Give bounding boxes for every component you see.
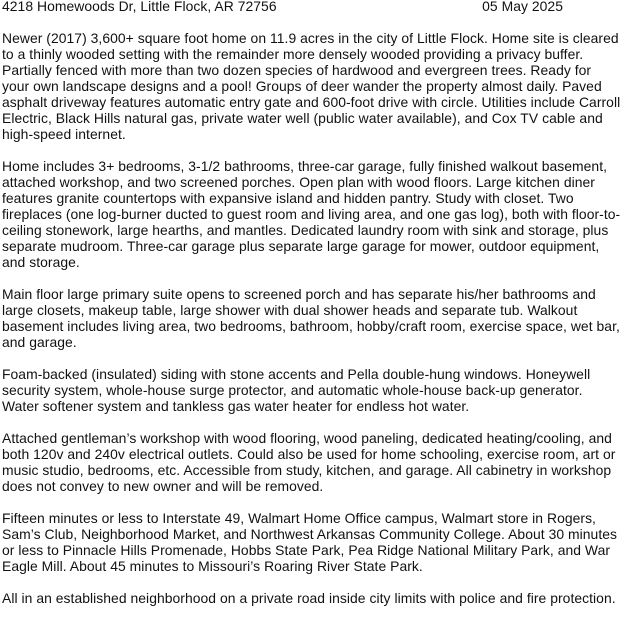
paragraph-neighborhood: All in an established neighborhood on a private road inside city limits with police and fire protection. [2, 590, 616, 606]
document-header [2, 0, 621, 14]
paragraph-primary-suite: Main floor large primary suite opens to screened porch and has separate his/her bathrooms and large closets, makeup table, large shower with dual shower heads and separate tub. Walkout basement includes living area, two bedrooms, bathroom, hobby/craft room, exercise space, wet bar, and garage. [2, 286, 620, 350]
paragraph-home-features: Home includes 3+ bedrooms, 3-1/2 bathrooms, three-car garage, fully finished walkout basement, attached workshop, and two screened porches. Open plan with wood floors. Large kitchen diner features granite countertops with expansive island and hidden pantry. Study with closet. Two fireplaces (one log-burner ducted to guest room and living area, and one gas log), both with floor-to-ceiling stonework, large hearths, and mantles. Dedicated laundry room with sink and storage, plus separate mudroom. Three-car garage plus separate large garage for mower, outdoor equipment, and storage. [2, 158, 621, 270]
property-address: 4218 Homewoods Dr, Little Flock, AR 72756 [2, 0, 277, 14]
paragraph-location: Fifteen minutes or less to Interstate 49, Walmart Home Office campus, Walmart store in Rogers, Sam’s Club, Neighborhood Market, and Northwest Arkansas Community College. About 30 minutes or less to Pinnacle Hills Promenade, Hobbs State Park, Pea Ridge National Military Park, and War Eagle Mill. About 45 minutes to Missouri’s Roaring River State Park. [2, 510, 618, 574]
paragraph-construction: Foam-backed (insulated) siding with stone accents and Pella double-hung windows. Honeywell security system, whole-house surge protector, and automatic whole-house back-up generator. Water softener system and tankless gas water heater for endless hot water. [2, 366, 591, 414]
document-date: 05 May 2025 [482, 0, 563, 14]
paragraph-overview: Newer (2017) 3,600+ square foot home on 11.9 acres in the city of Little Flock. Home site is cleared to a thinly wooded setting with the remainder more densely wooded providing a privacy buffer. Partially fenced with more than two dozen species of hardwood and evergreen trees. Ready for your own landscape designs and a pool! Groups of deer wander the property almost daily. Paved asphalt driveway features automatic entry gate and 600-foot drive with circle. Utilities include Carroll Electric, Black Hills natural gas, private water well (public water available), and Cox TV cable and high-speed internet. [2, 30, 621, 142]
paragraph-workshop: Attached gentleman’s workshop with wood flooring, wood paneling, dedicated heating/cooling, and both 120v and 240v electrical outlets. Could also be used for home schooling, exercise room, art or music studio, bedrooms, etc. Accessible from study, kitchen, and garage. All cabinetry in workshop does not convey to new owner and will be removed. [2, 430, 616, 494]
